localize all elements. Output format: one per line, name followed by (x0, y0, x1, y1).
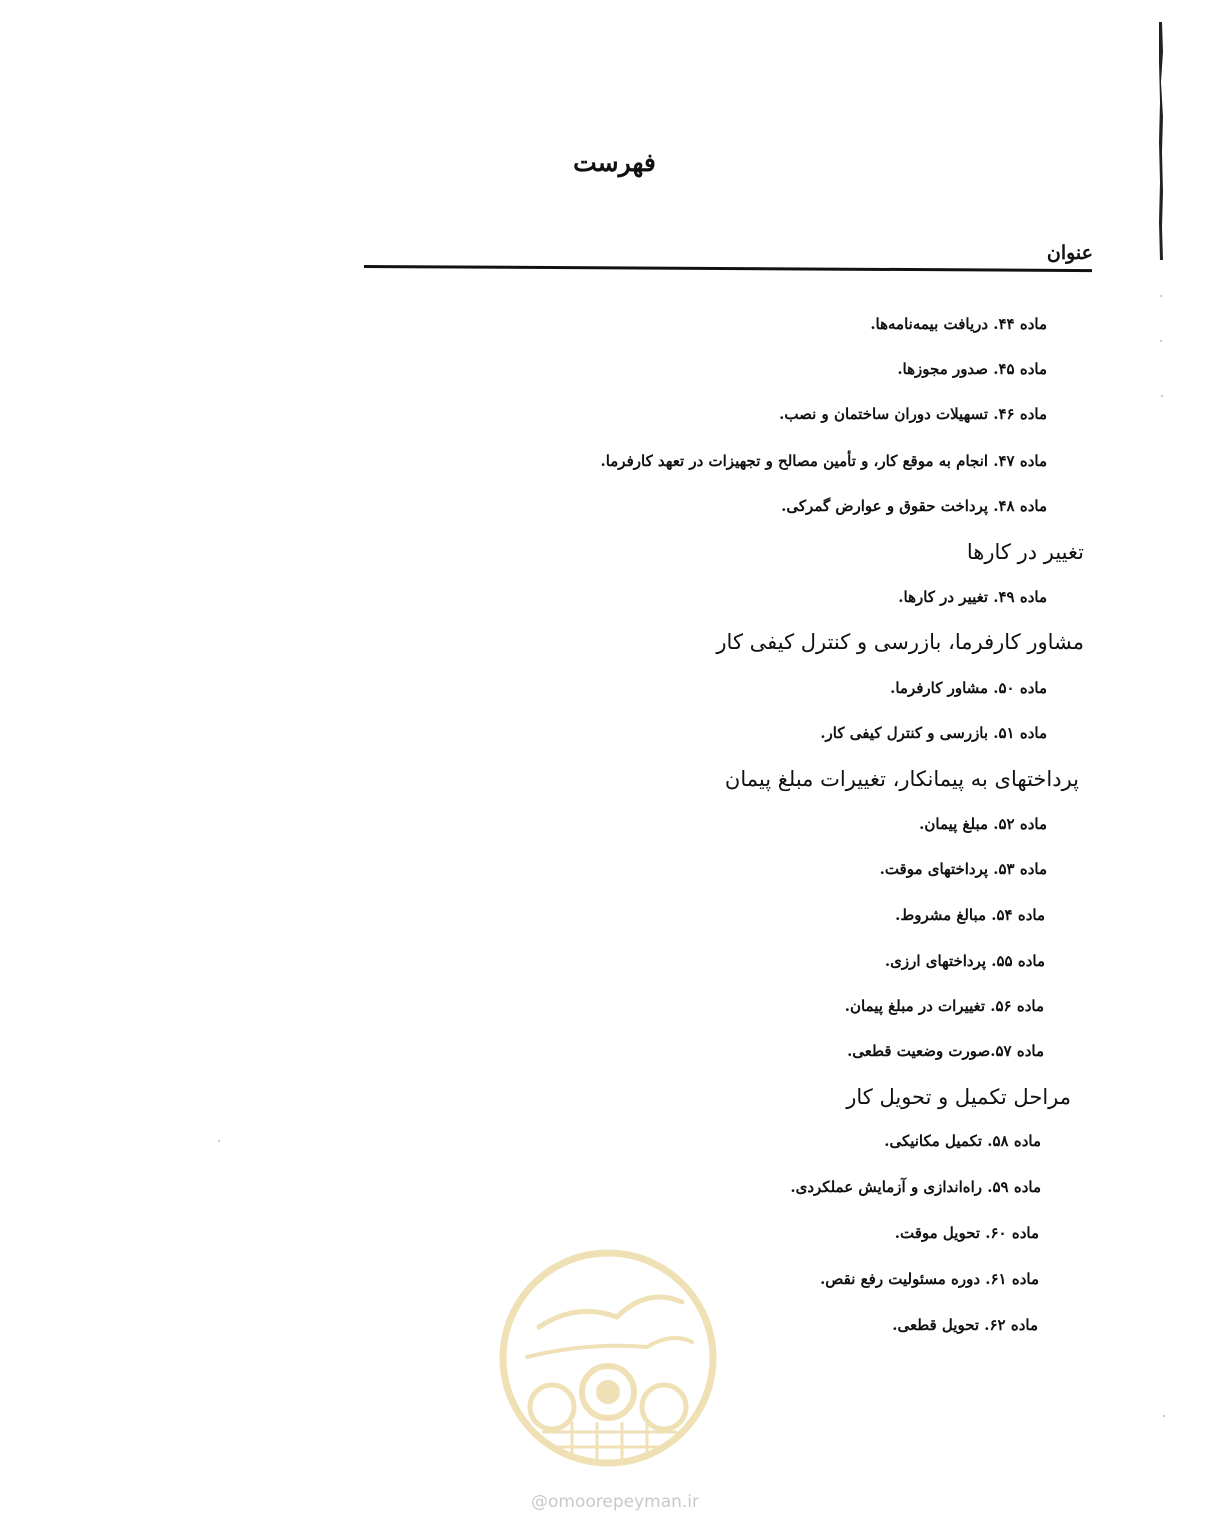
toc-entry: ماده ۴۹. تغییر در کارها. (898, 588, 1047, 606)
toc-entry: ماده ۴۵. صدور مجوزها. (897, 360, 1047, 378)
toc-entry: ماده ۵۵. پرداختهای ارزی. (884, 952, 1045, 970)
watermark-domain: @omoorepeyman.ir (530, 1492, 700, 1512)
toc-entry: ماده ۵۴. مبالغ مشروط. (895, 906, 1045, 924)
toc-entry: ماده ۴۸. پرداخت حقوق و عوارض گمرکی. (781, 497, 1047, 515)
toc-section-heading: تغییر در کارها (966, 540, 1084, 564)
toc-entry: ماده ۴۷. انجام به موقع کار، و تأمین مصالح و تجهیزات در تعهد کارفرما. (600, 452, 1047, 470)
toc-entry: ماده ۵۲. مبلغ پیمان. (919, 815, 1047, 833)
toc-entry: ماده ۵۸. تکمیل مکانیکی. (884, 1132, 1041, 1150)
toc-entry: ماده ۵۷.صورت وضعیت قطعی. (847, 1042, 1044, 1060)
toc-entry: ماده ۶۱. دوره مسئولیت رفع نقص. (820, 1270, 1039, 1288)
toc-entry: ماده ۴۴. دریافت بیمه‌نامه‌ها. (870, 315, 1047, 333)
toc-entry: ماده ۶۲. تحویل قطعی. (892, 1316, 1038, 1334)
toc-entry: ماده ۴۶. تسهیلات دوران ساختمان و نصب. (779, 405, 1047, 423)
watermark-logo (497, 1247, 719, 1469)
toc-entry: ماده ۵۳. پرداختهای موقت. (879, 860, 1047, 878)
toc-entry: ماده ۵۶. تغییرات در مبلغ پیمان. (844, 997, 1044, 1015)
toc-entry: ماده ۵۱. بازرسی و کنترل کیفی کار. (820, 724, 1047, 742)
toc-section-heading: مشاور کارفرما، بازرسی و کنترل کیفی کار (716, 630, 1084, 654)
toc-section-heading: مراحل تکمیل و تحویل کار (846, 1085, 1071, 1109)
toc-entry: ماده ۵۹. راه‌اندازی و آزمایش عملکردی. (790, 1178, 1041, 1196)
toc-entry: ماده ۵۰. مشاور کارفرما. (890, 679, 1047, 697)
page-title: فهرست (573, 148, 656, 177)
column-header: عنوان (1046, 242, 1093, 264)
toc-entry: ماده ۶۰. تحویل موقت. (894, 1224, 1039, 1242)
toc-section-heading: پرداختهای به پیمانکار، تغییرات مبلغ پیمان (724, 767, 1079, 791)
